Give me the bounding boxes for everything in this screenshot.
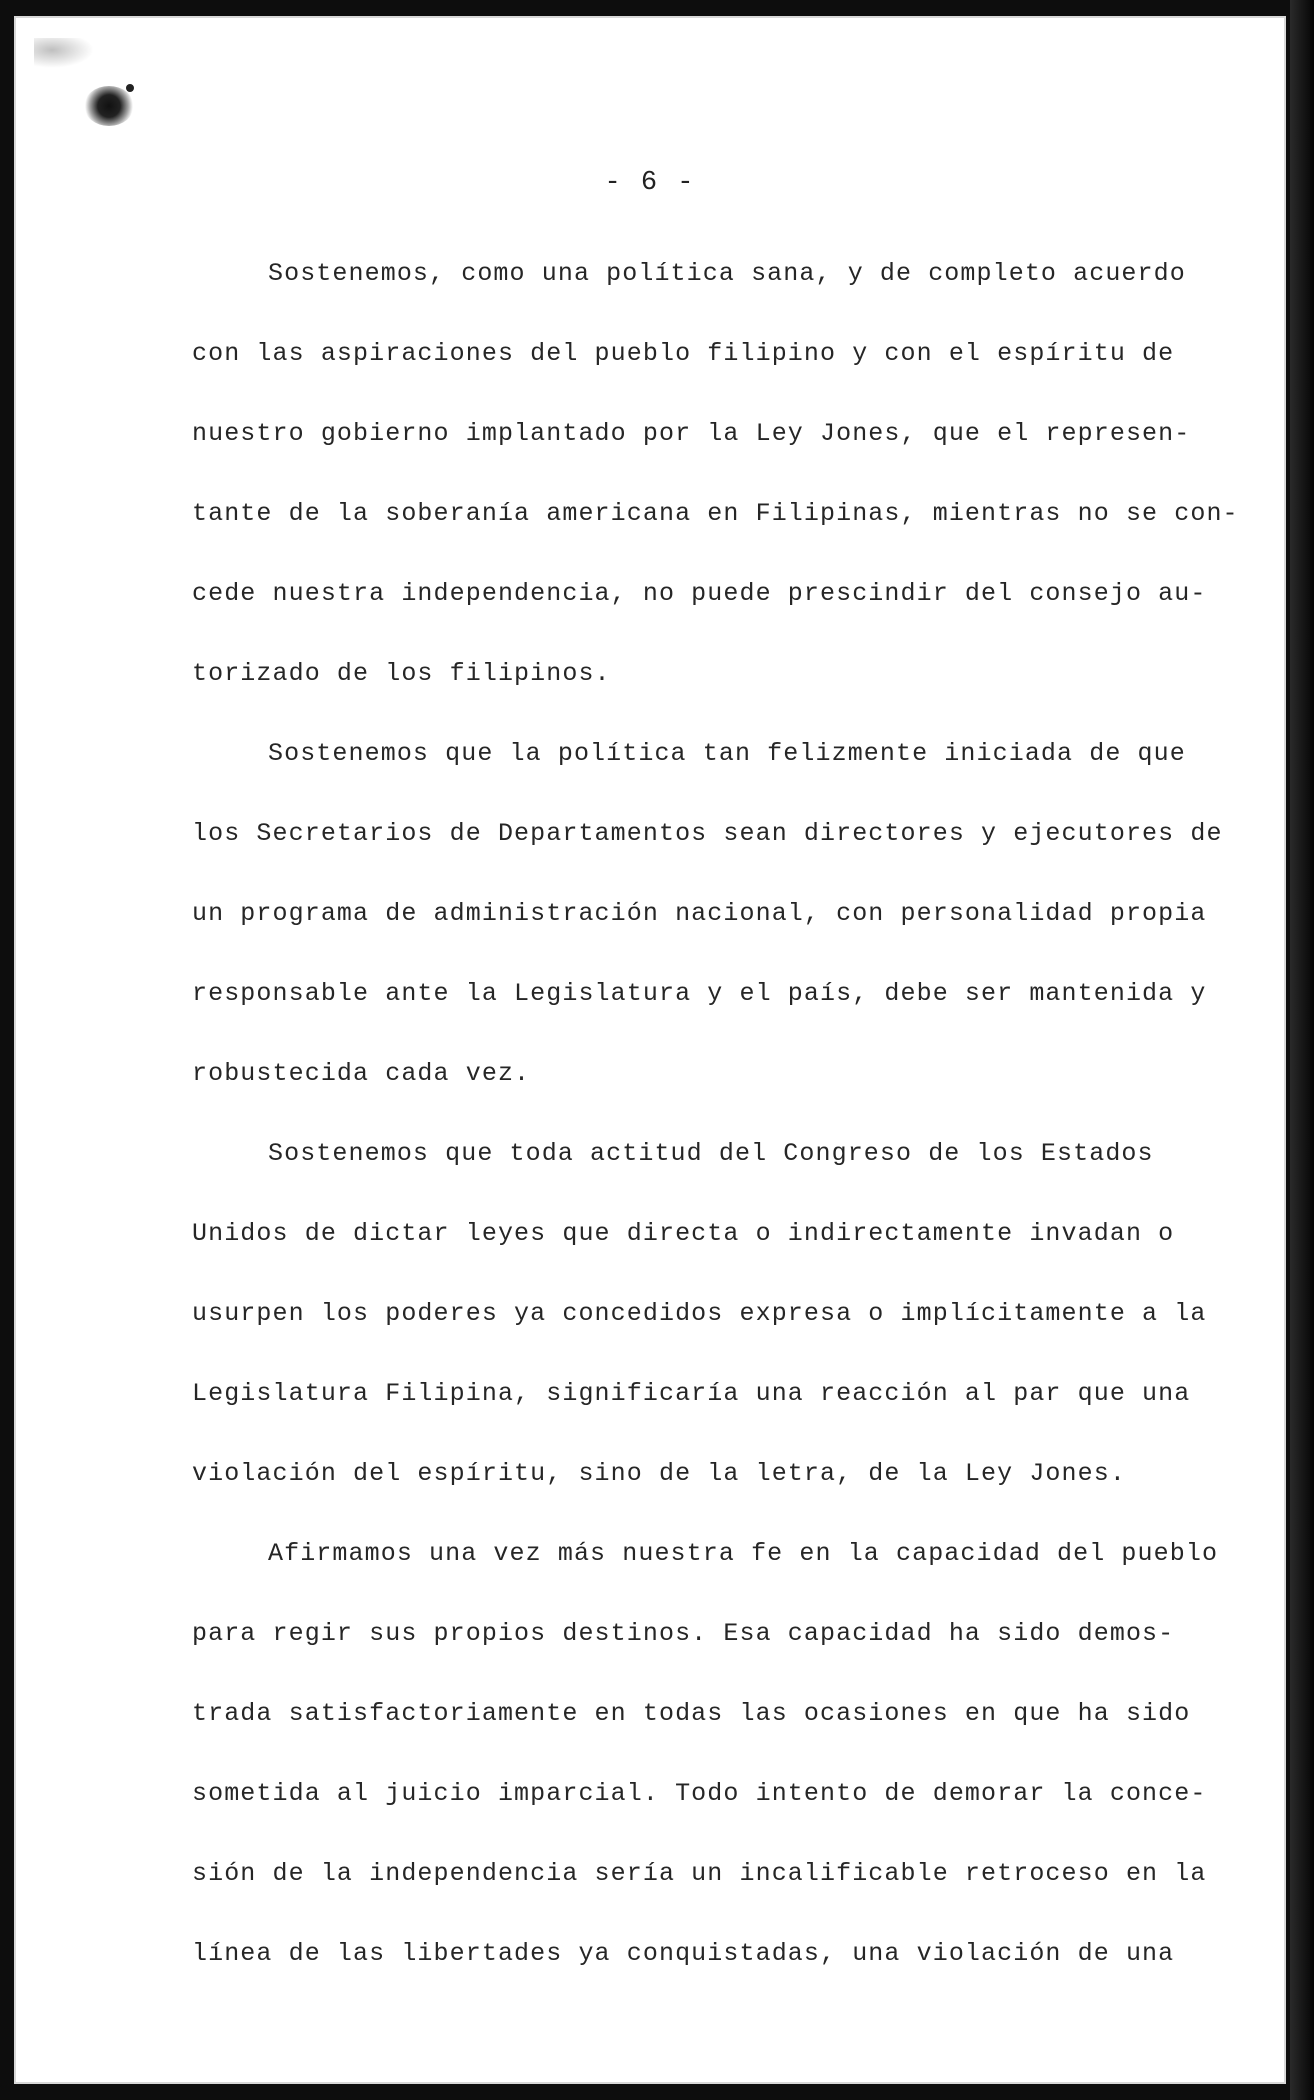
paragraph-4: [192, 1514, 1222, 1994]
text-line: con las aspiraciones del pueblo filipino y con el espíritu de: [192, 339, 1175, 368]
text-line: nuestro gobierno implantado por la Ley Jones, que el represen-: [192, 419, 1191, 448]
text-line: para regir sus propios destinos. Esa capacidad ha sido demos-: [192, 1619, 1175, 1648]
text-line: trada satisfactoriamente en todas las ocasiones en que ha sido: [192, 1699, 1191, 1728]
text-line: un programa de administración nacional, con personalidad propia: [192, 899, 1207, 928]
text-line: sión de la independencia sería un incalificable retroceso en la: [192, 1859, 1207, 1888]
text-line: línea de las libertades ya conquistadas, una violación de una: [192, 1939, 1175, 1968]
paragraph-2: [192, 714, 1222, 1114]
page-number: - 6 -: [604, 168, 696, 198]
ink-blot: [84, 86, 134, 126]
corner-stain: [34, 38, 94, 68]
text-line: tante de la soberanía americana en Filipinas, mientras no se con-: [192, 499, 1239, 528]
scan-edge-right: [1290, 0, 1314, 2100]
text-line: Unidos de dictar leyes que directa o indirectamente invadan o: [192, 1219, 1175, 1248]
text-line: sometida al juicio imparcial. Todo intento de demorar la conce-: [192, 1779, 1207, 1808]
text-line: Legislatura Filipina, significaría una reacción al par que una: [192, 1379, 1191, 1408]
text-line: Sostenemos que la política tan felizmente iniciada de que: [268, 739, 1186, 768]
text-line: responsable ante la Legislatura y el país, debe ser mantenida y: [192, 979, 1207, 1008]
paragraph-3: [192, 1114, 1222, 1514]
text-line: los Secretarios de Departamentos sean directores y ejecutores de: [192, 819, 1223, 848]
text-line: robustecida cada vez.: [192, 1059, 531, 1088]
paragraph-1: [192, 234, 1239, 714]
text-line: Afirmamos una vez más nuestra fe en la capacidad del pueblo: [268, 1539, 1219, 1568]
text-line: cede nuestra independencia, no puede prescindir del consejo au-: [192, 579, 1207, 608]
body-text: [192, 234, 1239, 1994]
text-line: usurpen los poderes ya concedidos expresa o implícitamente a la: [192, 1299, 1207, 1328]
document-page: [14, 16, 1286, 2084]
text-line: Sostenemos, como una política sana, y de completo acuerdo: [268, 259, 1186, 288]
text-line: torizado de los filipinos.: [192, 659, 611, 688]
text-line: Sostenemos que toda actitud del Congreso de los Estados: [268, 1139, 1154, 1168]
ink-speck: [126, 84, 134, 92]
text-line: violación del espíritu, sino de la letra, de la Ley Jones.: [192, 1459, 1126, 1488]
